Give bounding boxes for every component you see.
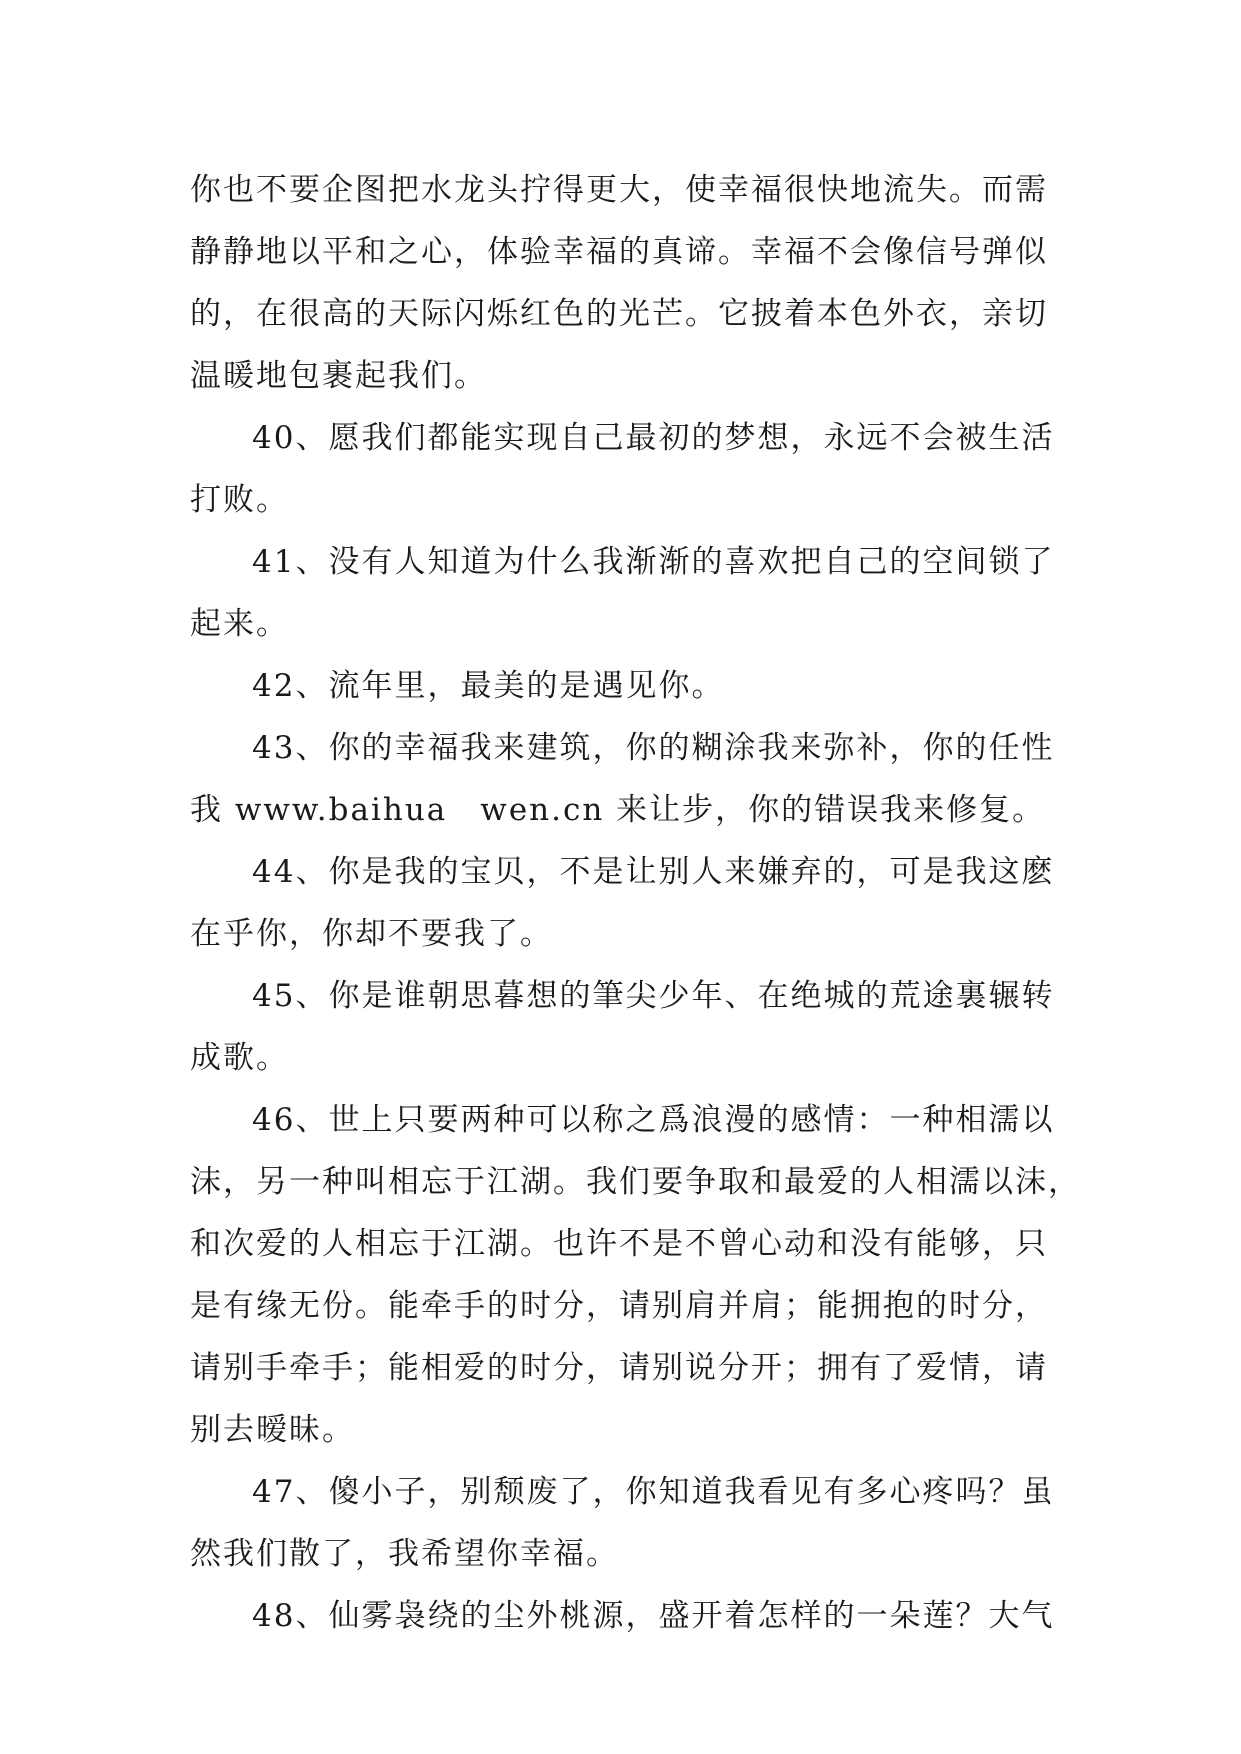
paragraph bbox=[190, 159, 1070, 407]
text-line: 48、仙雾袅绕的尘外桃源，盛开着怎样的一朵莲？大气 bbox=[252, 1598, 1055, 1634]
text-line: 成歌。 bbox=[190, 1040, 289, 1076]
text-line: 是有缘无份。能牵手的时分，请别肩并肩；能拥抱的时分， bbox=[190, 1288, 1048, 1324]
text-line: 然我们散了，我希望你幸福。 bbox=[190, 1536, 619, 1572]
text-line: 温暖地包裹起我们。 bbox=[190, 358, 487, 394]
text-line: 46、世上只要两种可以称之爲浪漫的感情：一种相濡以 bbox=[252, 1102, 1055, 1138]
text-line: 47、傻小子，别颓废了，你知道我看见有多心疼吗？虽 bbox=[252, 1474, 1055, 1510]
text-line: 40、愿我们都能实现自己最初的梦想，永远不会被生活 bbox=[252, 420, 1055, 456]
document-body bbox=[190, 159, 1081, 1647]
text-line: 沫，另一种叫相忘于江湖。我们要争取和最爱的人相濡以沫， bbox=[190, 1164, 1081, 1200]
paragraph bbox=[190, 531, 1070, 655]
text-line: 打败。 bbox=[190, 482, 289, 518]
paragraph bbox=[190, 1585, 1070, 1647]
text-line: 在乎你，你却不要我了。 bbox=[190, 916, 553, 952]
text-line: 和次爱的人相忘于江湖。也许不是不曾心动和没有能够，只 bbox=[190, 1226, 1048, 1262]
paragraph bbox=[190, 1461, 1070, 1585]
text-line: 42、流年里，最美的是遇见你。 bbox=[252, 668, 725, 704]
text-line: 请别手牵手；能相爱的时分，请别说分开；拥有了爱情，请 bbox=[190, 1350, 1048, 1386]
text-line: 的，在很高的天际闪烁红色的光芒。它披着本色外衣，亲切 bbox=[190, 296, 1048, 332]
paragraph bbox=[190, 841, 1070, 965]
text-line: 别去暧昧。 bbox=[190, 1412, 355, 1448]
text-line: 我 www.baihua wen.cn 来让步，你的错误我来修复。 bbox=[190, 792, 1046, 828]
text-line: 你也不要企图把水龙头拧得更大，使幸福很快地流失。而需 bbox=[190, 172, 1048, 208]
text-line: 43、你的幸福我来建筑，你的糊涂我来弥补，你的任性 bbox=[252, 730, 1055, 766]
paragraph bbox=[190, 965, 1070, 1089]
text-line: 44、你是我的宝贝，不是让别人来嫌弃的，可是我这麽 bbox=[252, 854, 1055, 890]
text-line: 45、你是谁朝思暮想的筆尖少年、在绝城的荒途裏辗转 bbox=[252, 978, 1055, 1014]
paragraph bbox=[190, 1089, 1081, 1461]
paragraph bbox=[190, 655, 1070, 717]
text-line: 起来。 bbox=[190, 606, 289, 642]
paragraph bbox=[190, 717, 1070, 841]
paragraph bbox=[190, 407, 1070, 531]
text-line: 静静地以平和之心，体验幸福的真谛。幸福不会像信号弹似 bbox=[190, 234, 1048, 270]
text-line: 41、没有人知道为什么我渐渐的喜欢把自己的空间锁了 bbox=[252, 544, 1055, 580]
